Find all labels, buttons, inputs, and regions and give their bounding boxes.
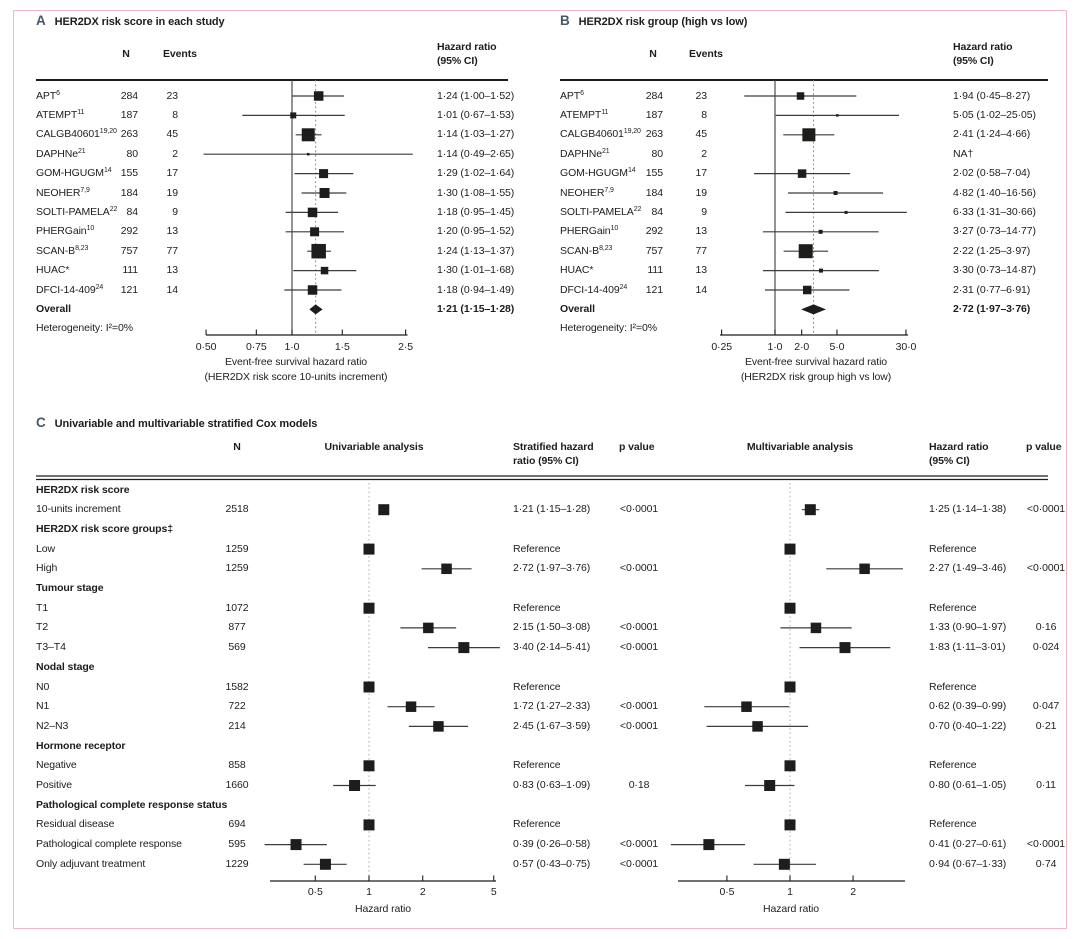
hr-ci-value: Reference — [513, 601, 561, 614]
events-value: 13 — [695, 264, 707, 277]
estimate-square — [378, 504, 389, 515]
events-value: 23 — [166, 89, 178, 102]
hr-ci-value: Reference — [929, 542, 977, 555]
hr-ci-value: 1·33 (0·90–1·97) — [929, 621, 1007, 634]
panel-c-col-multivariable: Multivariable analysis — [746, 441, 854, 453]
hr-ci-value: Reference — [513, 680, 561, 693]
study-label: APT$^6$ — [36, 89, 60, 102]
panel-a-title — [36, 13, 225, 30]
hr-ci-value: 0·94 (0·67–1·33) — [929, 857, 1007, 870]
p-value: 0·21 — [1035, 719, 1057, 732]
study-label: ATEMPT$^{11}$ — [560, 108, 609, 121]
n-value: 155 — [120, 167, 138, 180]
hr-ci-value: 1·29 (1·02–1·64) — [437, 167, 515, 180]
estimate-square — [311, 244, 326, 259]
events-value: 14 — [166, 283, 178, 296]
hr-ci-value: 3·27 (0·73–14·77) — [953, 225, 1036, 238]
hr-ci-value: 2·27 (1·49–3·46) — [929, 562, 1007, 575]
row-label: N1 — [36, 700, 50, 713]
overall-hr-value: 2·72 (1·97–3·76) — [953, 302, 1031, 315]
estimate-square — [364, 682, 375, 693]
events-value: 17 — [166, 167, 178, 180]
study-label: DAPHNe$^{21}$ — [560, 147, 610, 160]
panel-b-letter: B — [560, 13, 570, 28]
group-header: HER2DX risk score — [36, 483, 130, 496]
n-value: 184 — [120, 186, 138, 199]
axis-tick-label: 1 — [366, 886, 372, 898]
estimate-square — [819, 269, 823, 273]
group-header: Nodal stage — [36, 660, 95, 673]
p-value: <0·0001 — [619, 503, 659, 516]
row-label: High — [36, 562, 58, 575]
events-value: 2 — [172, 147, 178, 160]
study-label: ATEMPT$^{11}$ — [36, 108, 85, 121]
hr-ci-value: Reference — [929, 601, 977, 614]
hr-ci-value: 2·15 (1·50–3·08) — [513, 621, 591, 634]
n-value: 858 — [228, 759, 246, 772]
panel-c-col-univariable: Univariable analysis — [324, 441, 424, 453]
estimate-square — [703, 839, 714, 850]
estimate-square — [349, 780, 360, 791]
axis-tick-label: 2·5 — [398, 341, 414, 353]
p-value: 0·18 — [628, 779, 650, 791]
panel-b-title — [560, 13, 747, 30]
n-value: 214 — [228, 719, 246, 732]
overall-label: Overall — [36, 302, 71, 315]
estimate-square — [406, 701, 417, 712]
hr-ci-value: 3·30 (0·73–14·87) — [953, 264, 1036, 277]
p-value: 0·024 — [1032, 641, 1060, 654]
events-value: 17 — [695, 167, 707, 180]
hr-ci-value: 0·83 (0·63–1·09) — [513, 779, 591, 791]
panel-b-heterogeneity: Heterogeneity: I²=0% — [560, 322, 657, 334]
study-label: SOLTI-PAMELA$^{22}$ — [36, 205, 118, 218]
study-label: HUAC* — [36, 264, 70, 277]
events-value: 2 — [701, 147, 707, 160]
hr-ci-value: 5·05 (1·02–25·05) — [953, 108, 1036, 121]
panel-c-uni-xlabel: Hazard ratio — [355, 903, 411, 915]
estimate-square — [752, 721, 763, 732]
panel-a-heterogeneity: Heterogeneity: I²=0% — [36, 322, 133, 334]
n-value: 1660 — [225, 779, 249, 791]
estimate-square — [859, 564, 870, 575]
panel-b-title-text: HER2DX risk group (high vs low) — [578, 16, 748, 28]
overall-hr-value: 1·21 (1·15–1·28) — [437, 302, 515, 315]
axis-tick-label: 0·25 — [711, 341, 732, 353]
hr-ci-value: 1·30 (1·01–1·68) — [437, 264, 515, 277]
p-value: <0·0001 — [619, 621, 659, 634]
events-value: 77 — [166, 244, 178, 257]
estimate-square — [319, 169, 328, 178]
study-label: NEOHER$^{7,9}$ — [560, 186, 614, 199]
axis-tick-label: 5 — [490, 886, 497, 898]
hr-ci-value: 1·30 (1·08–1·55) — [437, 186, 515, 199]
axis-tick-label: 0·50 — [195, 341, 217, 353]
panel-c-col-hr-2: (95% CI) — [929, 455, 970, 467]
axis-tick-label: 2 — [419, 886, 426, 898]
estimate-square — [441, 564, 452, 575]
study-label: DAPHNe$^{21}$ — [36, 147, 86, 160]
row-label: Residual disease — [36, 818, 115, 831]
events-value: 45 — [166, 128, 178, 141]
n-value: 1582 — [225, 680, 249, 693]
n-value: 757 — [645, 244, 663, 257]
n-value: 184 — [645, 186, 663, 199]
n-value: 80 — [126, 147, 138, 160]
panel-c-title — [36, 415, 317, 432]
panel-b-col-n: N — [649, 48, 657, 60]
study-label: APT$^6$ — [560, 89, 584, 102]
hr-ci-value: 4·82 (1·40–16·56) — [953, 186, 1036, 199]
p-value: <0·0001 — [619, 641, 659, 654]
hr-ci-value: 1·24 (1·13–1·37) — [437, 244, 515, 257]
estimate-square — [834, 191, 838, 195]
axis-tick-label: 1·0 — [284, 341, 300, 353]
estimate-square — [310, 227, 319, 236]
estimate-square — [785, 544, 796, 555]
p-value: <0·0001 — [619, 700, 659, 713]
estimate-square — [364, 544, 375, 555]
p-value: 0·16 — [1035, 621, 1057, 634]
row-label: T2 — [36, 621, 49, 634]
n-value: 111 — [122, 264, 138, 277]
n-value: 1259 — [225, 542, 249, 555]
row-label: T1 — [36, 601, 49, 614]
p-value: <0·0001 — [1026, 562, 1066, 575]
n-value: 263 — [120, 128, 138, 141]
hr-ci-value: 2·02 (0·58–7·04) — [953, 167, 1031, 180]
estimate-square — [364, 603, 375, 614]
events-value: 23 — [695, 89, 707, 102]
panel-c-col-p2: p value — [1026, 441, 1062, 453]
p-value: 0·11 — [1036, 779, 1056, 791]
panel-a-col-events: Events — [163, 48, 197, 60]
n-value: 292 — [645, 225, 663, 238]
estimate-square — [320, 188, 330, 198]
estimate-square — [805, 504, 816, 515]
panel-b-col-events: Events — [689, 48, 723, 60]
row-label: Negative — [36, 759, 77, 772]
panel-c-letter: C — [36, 415, 46, 430]
estimate-square — [819, 230, 823, 234]
hr-ci-value: 0·57 (0·43–0·75) — [513, 857, 591, 870]
axis-tick-label: 2 — [850, 886, 856, 898]
hr-ci-value: 1·20 (0·95–1·52) — [437, 225, 515, 238]
group-header: Tumour stage — [36, 582, 104, 594]
events-value: 19 — [695, 186, 707, 199]
study-label: GOM-HGUGM$^{14}$ — [36, 167, 112, 180]
estimate-square — [290, 112, 296, 118]
events-value: 45 — [695, 128, 707, 141]
estimate-square — [433, 721, 444, 732]
estimate-square — [302, 128, 315, 141]
panel-a-col-hr: Hazard ratio — [437, 41, 497, 53]
axis-tick-label: 1 — [787, 886, 793, 898]
panel-a-col-hr-ci: (95% CI) — [437, 55, 478, 67]
estimate-square — [308, 208, 318, 218]
hr-ci-value: Reference — [513, 818, 561, 831]
group-header: Hormone receptor — [36, 739, 126, 752]
axis-tick-label: 2·0 — [794, 341, 810, 353]
study-label: DFCI-$14-409^{24}$ — [36, 283, 104, 296]
estimate-square — [741, 701, 752, 712]
events-value: 8 — [172, 108, 178, 121]
p-value: <0·0001 — [619, 838, 659, 851]
panel-a-xlabel-1: Event-free survival hazard ratio — [224, 356, 368, 368]
n-value: 121 — [120, 283, 138, 296]
axis-tick-label: 0·75 — [246, 341, 267, 353]
hr-ci-value: 2·72 (1·97–3·76) — [513, 562, 591, 575]
events-value: 13 — [166, 264, 178, 277]
p-value: <0·0001 — [619, 719, 659, 732]
axis-tick-label: 1·0 — [767, 341, 783, 353]
panel-b-xlabel-1: Event-free survival hazard ratio — [744, 356, 888, 368]
axis-tick-label: 0·5 — [719, 886, 735, 898]
panel-c-multi-xlabel: Hazard ratio — [763, 903, 819, 915]
estimate-square — [307, 153, 310, 156]
hr-ci-value: NA† — [953, 147, 974, 160]
hr-ci-value: 6·33 (1·31–30·66) — [953, 205, 1036, 218]
estimate-square — [785, 819, 796, 830]
hr-ci-value: Reference — [929, 759, 977, 772]
overall-diamond — [309, 304, 322, 314]
estimate-square — [308, 285, 318, 295]
n-value: 1072 — [225, 601, 249, 614]
n-value: 757 — [120, 244, 138, 257]
study-label: GOM-HGUGM$^{14}$ — [560, 167, 636, 180]
overall-label: Overall — [560, 302, 595, 315]
n-value: 80 — [651, 147, 663, 160]
hr-ci-value: 2·31 (0·77–6·91) — [953, 283, 1031, 296]
panel-c-col-strat-hr-2: ratio (95% CI) — [513, 455, 579, 467]
study-label: PHERGain$^{10}$ — [36, 225, 95, 238]
estimate-square — [839, 642, 850, 653]
estimate-square — [320, 859, 331, 870]
events-value: 77 — [695, 244, 707, 257]
hr-ci-value: Reference — [929, 818, 977, 831]
n-value: 284 — [645, 89, 663, 102]
study-label: CALGB40601$^{19,20}$ — [36, 128, 117, 141]
events-value: 13 — [166, 225, 178, 238]
hr-ci-value: 2·22 (1·25–3·97) — [953, 244, 1031, 257]
panel-a-col-n: N — [122, 48, 130, 60]
hr-ci-value: 0·41 (0·27–0·61) — [929, 838, 1007, 851]
events-value: 8 — [701, 108, 707, 121]
estimate-square — [799, 244, 813, 258]
hr-ci-value: 1·24 (1·00–1·52) — [437, 89, 515, 102]
estimate-square — [364, 819, 375, 830]
estimate-square — [314, 91, 324, 101]
n-value: 284 — [120, 89, 138, 102]
hr-ci-value: 0·39 (0·26–0·58) — [513, 838, 591, 851]
group-header: Pathological complete response status — [36, 798, 228, 811]
hr-ci-value: 1·18 (0·94–1·49) — [437, 283, 515, 296]
n-value: 569 — [228, 641, 246, 654]
p-value: <0·0001 — [619, 562, 659, 575]
hr-ci-value: Reference — [929, 680, 977, 693]
hr-ci-value: 0·62 (0·39–0·99) — [929, 700, 1007, 713]
hr-ci-value: 1·14 (0·49–2·65) — [437, 147, 515, 160]
events-value: 9 — [701, 205, 707, 218]
study-label: SCAN-$B^{8,23}$ — [36, 244, 89, 257]
panel-c-col-strat-hr-1: Stratified hazard — [513, 441, 594, 453]
hr-ci-value: 1·21 (1·15–1·28) — [513, 503, 591, 516]
n-value: 155 — [645, 167, 663, 180]
row-label: Positive — [36, 779, 72, 791]
hr-ci-value: 2·41 (1·24–4·66) — [953, 128, 1031, 141]
p-value: <0·0001 — [1026, 503, 1066, 516]
panel-b-xlabel-2: (HER2DX risk group high vs low) — [740, 371, 892, 383]
hr-ci-value: 1·01 (0·67–1·53) — [437, 108, 515, 121]
row-label: Low — [36, 542, 55, 555]
p-value: <0·0001 — [1026, 838, 1066, 851]
n-value: 111 — [647, 264, 663, 277]
panel-c-title-text: Univariable and multivariable stratified Cox models — [54, 418, 318, 430]
n-value: 722 — [228, 700, 246, 713]
n-value: 121 — [645, 283, 663, 296]
n-value: 84 — [126, 205, 138, 218]
n-value: 187 — [645, 108, 663, 121]
row-label: N0 — [36, 680, 50, 693]
p-value: 0·74 — [1035, 857, 1057, 870]
axis-tick-label: 30·0 — [895, 341, 917, 353]
n-value: 84 — [651, 205, 663, 218]
hr-ci-value: 3·40 (2·14–5·41) — [513, 641, 591, 654]
estimate-square — [779, 859, 790, 870]
panel-a-letter: A — [36, 13, 46, 28]
study-label: NEOHER$^{7,9}$ — [36, 186, 90, 199]
panel-c-col-n: N — [233, 441, 241, 453]
estimate-square — [845, 211, 848, 214]
estimate-square — [364, 760, 375, 771]
estimate-square — [785, 760, 796, 771]
n-value: 595 — [228, 838, 246, 851]
study-label: PHERGain$^{10}$ — [560, 225, 619, 238]
n-value: 2518 — [225, 503, 249, 516]
panel-c-col-hr-1: Hazard ratio — [929, 441, 989, 453]
row-label: Only adjuvant treatment — [36, 857, 146, 870]
hr-ci-value: 0·70 (0·40–1·22) — [929, 719, 1007, 732]
row-label: N2–N3 — [36, 719, 69, 732]
p-value: 0·047 — [1032, 700, 1060, 713]
estimate-square — [458, 642, 469, 653]
row-label: T3–T4 — [36, 641, 66, 654]
events-value: 14 — [695, 283, 707, 296]
estimate-square — [811, 623, 822, 634]
estimate-square — [802, 128, 815, 141]
study-label: DFCI-$14-409^{24}$ — [560, 283, 628, 296]
panel-c-col-p1: p value — [619, 441, 655, 453]
estimate-square — [321, 267, 329, 275]
panel-a-title-text: HER2DX risk score in each study — [54, 16, 225, 28]
panel-b-col-hr-ci: (95% CI) — [953, 55, 994, 67]
row-label: Pathological complete response — [36, 838, 182, 851]
study-label: HUAC* — [560, 264, 594, 277]
estimate-square — [797, 92, 805, 100]
hr-ci-value: 0·80 (0·61–1·05) — [929, 779, 1007, 791]
hr-ci-value: 1·72 (1·27–2·33) — [513, 700, 591, 713]
axis-tick-label: 5·0 — [829, 341, 845, 353]
study-label: CALGB40601$^{19,20}$ — [560, 128, 641, 141]
n-value: 263 — [645, 128, 663, 141]
axis-tick-label: 1·5 — [334, 341, 350, 353]
estimate-square — [764, 780, 775, 791]
p-value: <0·0001 — [619, 857, 659, 870]
n-value: 877 — [228, 621, 246, 634]
study-label: SCAN-$B^{8,23}$ — [560, 244, 613, 257]
hr-ci-value: 1·14 (1·03–1·27) — [437, 128, 515, 141]
events-value: 9 — [172, 205, 178, 218]
estimate-square — [423, 623, 434, 634]
n-value: 694 — [228, 818, 246, 831]
estimate-square — [836, 114, 839, 117]
estimate-square — [291, 839, 302, 850]
events-value: 19 — [166, 186, 178, 199]
hr-ci-value: 1·94 (0·45–8·27) — [953, 89, 1031, 102]
panel-b-col-hr: Hazard ratio — [953, 41, 1013, 53]
estimate-square — [785, 682, 796, 693]
n-value: 187 — [120, 108, 138, 121]
study-label: SOLTI-PAMELA$^{22}$ — [560, 205, 642, 218]
axis-tick-label: 0·5 — [307, 886, 323, 898]
overall-diamond — [801, 304, 826, 314]
panel-a-xlabel-2: (HER2DX risk score 10-units increment) — [204, 371, 388, 383]
hr-ci-value: Reference — [513, 759, 561, 772]
estimate-square — [798, 169, 807, 178]
events-value: 13 — [695, 225, 707, 238]
n-value: 1259 — [225, 562, 249, 575]
group-header: HER2DX risk score groups‡ — [36, 522, 173, 535]
row-label: 10-units increment — [36, 503, 121, 516]
hr-ci-value: 1·18 (0·95–1·45) — [437, 205, 515, 218]
hr-ci-value: Reference — [513, 542, 561, 555]
estimate-square — [803, 286, 812, 295]
n-value: 1229 — [225, 857, 249, 870]
hr-ci-value: 2·45 (1·67–3·59) — [513, 719, 591, 732]
hr-ci-value: 1·25 (1·14–1·38) — [929, 503, 1007, 516]
hr-ci-value: 1·83 (1·11–3·01) — [929, 641, 1006, 654]
n-value: 292 — [120, 225, 138, 238]
estimate-square — [785, 603, 796, 614]
